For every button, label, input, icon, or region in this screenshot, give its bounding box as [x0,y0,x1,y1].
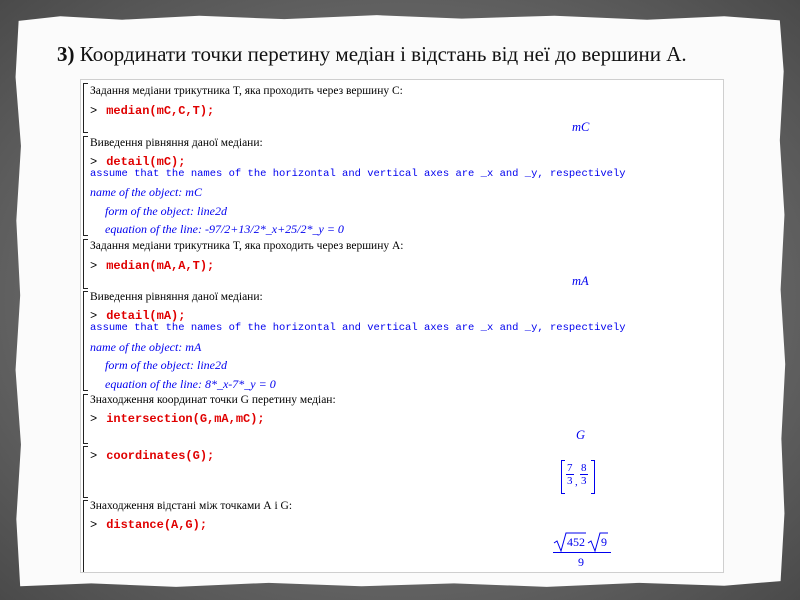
output-equation: equation of the line: -97/2+13/2*_x+25/2*_y = 0 [105,222,344,236]
output-mc: mC [572,120,590,134]
left-bracket [561,460,565,494]
prompt: > [90,449,98,463]
comment-text: Задання медіани трикутника T, яка проходить через вершину А: [90,240,404,252]
comment-text: Задання медіани трикутника T, яка проходить через вершину С: [90,85,403,97]
output-name: name of the object: mA [90,340,202,354]
group-bracket [83,239,88,289]
prompt: > [90,104,98,118]
prompt: > [90,155,98,169]
group-bracket [83,83,88,133]
sqrt-arg-2: 9 [601,535,607,549]
comment-text: Виведення рівняння даної медіани: [90,137,263,149]
input-line[interactable] [90,256,214,274]
output-g: G [576,428,586,442]
command-input[interactable]: intersection(G,mA,mC); [106,412,265,426]
output-name: name of the object: mC [90,185,202,199]
warning-text: assume that the names of the horizontal and vertical axes are _x and _y, respectively [90,168,626,180]
command-input[interactable]: coordinates(G); [106,449,215,463]
command-input[interactable]: detail(mC); [106,155,186,169]
input-line[interactable] [90,101,214,119]
prompt: > [90,259,98,273]
maple-worksheet[interactable] [80,79,724,573]
fraction-bar [553,552,611,553]
comment-text: Виведення рівняння даної медіани: [90,291,263,303]
coord-y: $\frac{8}{3}$ [581,462,587,487]
right-bracket [591,460,595,494]
output-distance [553,531,613,571]
output-ma: mA [572,274,589,288]
output-form: form of the object: line2d [105,358,227,372]
group-bracket [83,394,88,444]
group-bracket [83,291,88,391]
title-number: 3) [57,42,75,66]
prompt: > [90,309,98,323]
output-form: form of the object: line2d [105,204,227,218]
output-coordinates [561,460,601,494]
sqrt-arg-1: 452 [567,535,585,549]
comment-text: Знаходження відстані між точками А і G: [90,500,293,512]
command-input[interactable]: distance(A,G); [106,518,208,532]
command-input[interactable]: median(mC,C,T); [106,104,215,118]
input-line[interactable] [90,446,214,464]
output-equation: equation of the line: 8*_x-7*_y = 0 [105,377,276,391]
prompt: > [90,412,98,426]
title-text: Координати точки перетину медіан і відстань від неї до вершини А. [79,42,687,66]
denominator: 9 [578,555,584,569]
command-input[interactable]: detail(mA); [106,309,186,323]
group-bracket [83,446,88,498]
command-input[interactable]: median(mA,A,T); [106,259,215,273]
group-bracket [83,500,88,573]
prompt: > [90,518,98,532]
warning-text: assume that the names of the horizontal and vertical axes are _x and _y, respectively [90,322,626,334]
page-title [57,42,687,67]
coord-separator: , [575,476,578,488]
input-line[interactable] [90,515,207,533]
coord-x: $\frac{7}{3}$ [567,462,573,487]
input-line[interactable] [90,409,265,427]
comment-text: Знаходження координат точки G перетину медіан: [90,394,336,406]
group-bracket [83,136,88,236]
